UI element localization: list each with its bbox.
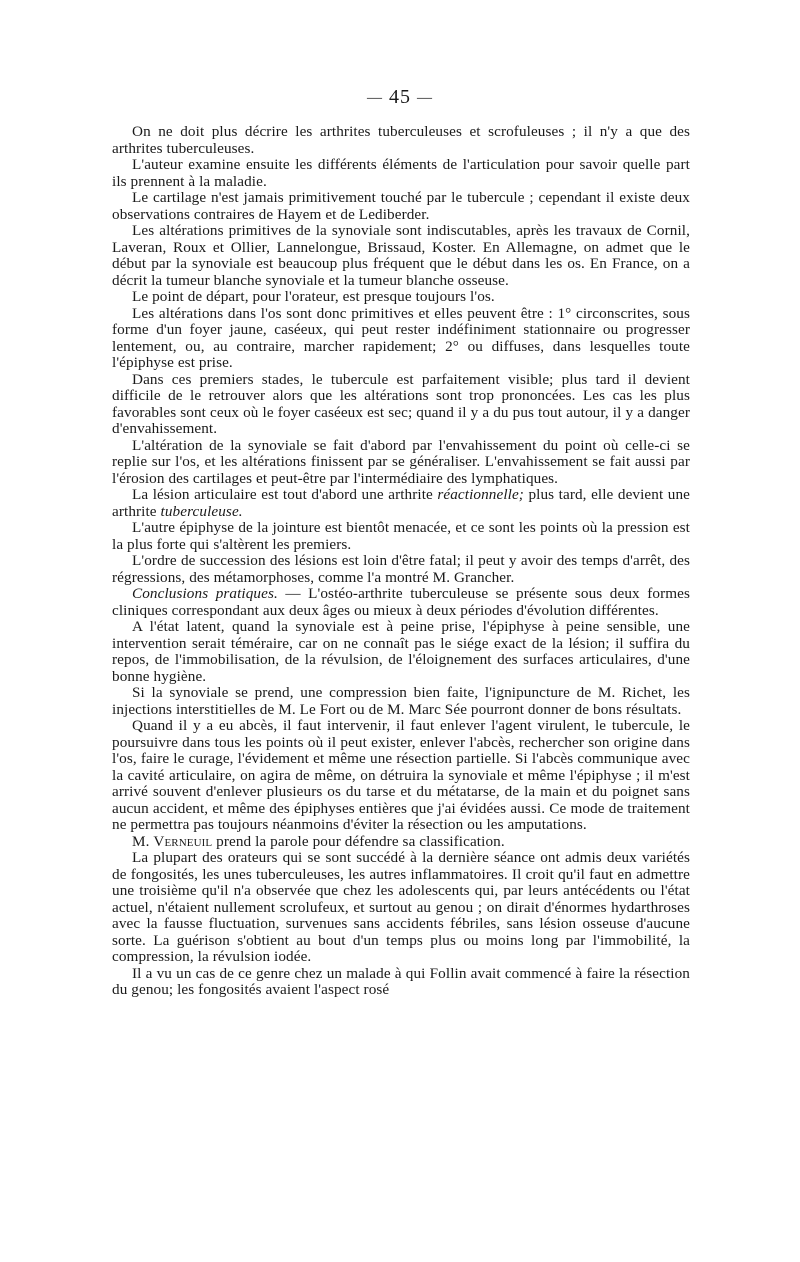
paragraph: La plupart des orateurs qui se sont succédé à la dernière séance ont admis deux variétés de fongosités, les unes tuberculeuses, les autres inflammatoires. Il croit qu'il faut en admettre une troisième qu'il n'a observée que chez les adolescents qui, par leurs antécédents ou l'état actuel, n'étaient nullement scrolufeux, et surtout au genou ; on dirait d'énormes hydarthroses avec la fausse fluctuation, survenues sans accidents fébriles, sans lésion osseuse d'aucune sorte. La guérison s'obtient au bout d'un temps plus ou moins long par l'immobilité, la compression, la révulsion iodée. — [112, 849, 690, 965]
paragraph: Le cartilage n'est jamais primitivement touché par le tubercule ; cependant il existe deux observations contraires de Hayem et de Lediberder. — [112, 189, 690, 223]
paragraph — [112, 487, 690, 520]
header-dash-right: — — [417, 89, 433, 106]
paragraph: L'ordre de succession des lésions est loin d'être fatal; il peut y avoir des temps d'arrêt, des régressions, des métamorphoses, comme l'a montré M. Grancher. — [112, 552, 690, 586]
text-run: La lésion articulaire est tout d'abord une arthrite — [132, 486, 438, 503]
paragraph: Le point de départ, pour l'orateur, est presque toujours l'os. — [132, 288, 495, 305]
text-run: — L'ostéo-arthrite tuberculeuse se présente sous deux formes cliniques correspondant aux deux âges ou mieux à deux périodes d'évolution différentes. — [112, 585, 690, 619]
header-dash-left: — — [367, 89, 383, 106]
page-number: 45 — [389, 86, 411, 108]
paragraph: Les altérations dans l'os sont donc primitives et elles peuvent être : 1° circonscrites, sous forme d'un foyer jaune, caséeux, qui peut rester indéfiniment stationnaire ou progresser lentement, ou, au contraire, marcher rapidement; 2° ou diffuses, dans lesquelles toute l'épiphyse est prise. — [112, 304, 690, 371]
paragraph — [112, 834, 690, 851]
page-header — [0, 86, 800, 109]
paragraph: Il a vu un cas de ce genre chez un malade à qui Follin avait commencé à faire la résection du genou; les fongosités avaient l'aspect rosé — [112, 964, 690, 998]
section-heading: Conclusions pratiques. — [132, 585, 278, 602]
paragraph: Si la synoviale se prend, une compression bien faite, l'ignipuncture de M. Richet, les injections interstitielles de M. Le Fort ou de M. Marc Sée pourront donner de bons résultats. — [112, 684, 690, 718]
paragraph: Les altérations primitives de la synoviale sont indiscutables, après les travaux de Cornil, Laveran, Roux et Ollier, Lannelongue, Brissaud, Koster. En Allemagne, on admet que le début par la synoviale est beaucoup plus fréquent que le début dans les os. En France, on a décrit la tumeur blanche synoviale et la tumeur blanche osseuse. — [112, 222, 690, 289]
paragraph: Quand il y a eu abcès, il faut intervenir, il faut enlever l'agent virulent, le tubercule, le poursuivre dans tous les points où il peut exister, enlever l'abcès, rechercher son origine dans l'os, faire le curage, l'évidement et même une résection partielle. Si l'abcès communique avec la cavité articulaire, on agira de même, on détruira la synoviale et même l'épiphyse ; il m'est arrivé souvent d'enlever plusieurs os du tarse et du métatarse, de la main et du poignet sans aucun accident, et même des épiphyses entières que j'ai évidées aussi. Ce mode de traitement ne permettra pas toujours néanmoins d'éviter la résection ou les amputations. — [112, 717, 690, 833]
paragraph: L'auteur examine ensuite les différents éléments de l'articulation pour savoir quelle part ils prennent à la maladie. — [112, 156, 690, 190]
paragraph: On ne doit plus décrire les arthrites tuberculeuses et scrofuleuses ; il n'y a que des arthrites tuberculeuses. — [112, 123, 690, 157]
speaker-name: Verneuil — [153, 832, 213, 850]
paragraph: L'autre épiphyse de la jointure est bientôt menacée, et ce sont les points où la pression est la plus forte qui s'altèrent les premiers. — [112, 519, 690, 553]
paragraph — [112, 586, 690, 619]
body-text — [112, 124, 690, 999]
text-run: M. — [132, 832, 154, 850]
paragraph: A l'état latent, quand la synoviale est à peine prise, l'épiphyse à peine sensible, une intervention serait téméraire, car on ne connaît pas le siége exact de la lésion; il suffira du repos, de l'immobilisation, de la révulsion, de l'éloignement des surfaces articulaires, d'une bonne hygiène. — [112, 618, 690, 685]
paragraph: L'altération de la synoviale se fait d'abord par l'envahissement du point où celle-ci se replie sur l'os, et les altérations finissent par se généraliser. L'envahissement se fait aussi par l'érosion des cartilages et peut-être par l'intermédiaire des lymphatiques. — [112, 436, 690, 487]
paragraph: Dans ces premiers stades, le tubercule est parfaitement visible; plus tard il devient difficile de le retrouver alors que les altérations sont trop prononcées. Les cas les plus favorables sont ceux où le foyer caséeux est sec; quand il y a du pus tout autour, il y a danger d'envahissement. — [112, 370, 690, 437]
text-run: plus tard, elle devient une arthrite — [112, 486, 691, 520]
italic-term: tuberculeuse. — [160, 502, 243, 520]
italic-term: réactionnelle; — [437, 486, 524, 503]
text-run: prend la parole pour défendre sa classification. — [212, 832, 505, 850]
